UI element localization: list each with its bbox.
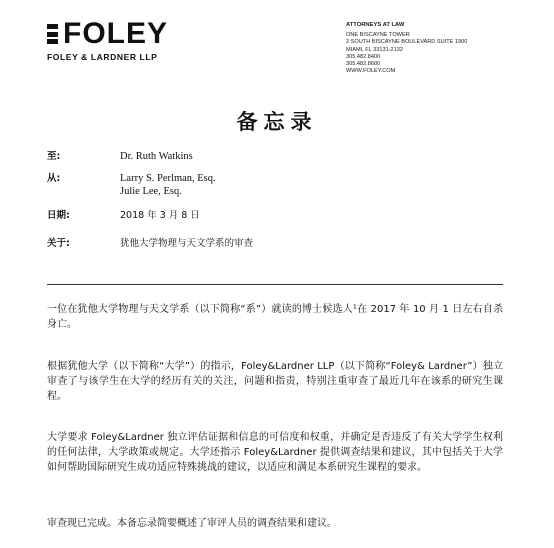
- firm-address-block: [346, 22, 467, 75]
- address-line: MIAMI, FL 33131-2132: [346, 46, 404, 53]
- body-paragraph: 一位在犹他大学物理与天文学系（以下简称“系”）就读的博士候选人¹在 2017 年 10 月 1 日左右自杀身亡。: [47, 304, 503, 330]
- memo-title: 备忘录: [236, 110, 318, 134]
- foley-logo: [47, 17, 169, 62]
- address-line: ONE BISCAYNE TOWER: [346, 32, 410, 39]
- subject-label: 关于:: [47, 238, 70, 249]
- date-label: 日期:: [47, 210, 70, 221]
- date-value: 2018 年 3 月 8 日: [120, 210, 200, 221]
- header-divider: [47, 284, 503, 285]
- address-fax: 305.482.8600: [346, 61, 381, 68]
- from-value-1: Larry S. Perlman, Esq.: [120, 173, 216, 184]
- to-value: Dr. Ruth Watkins: [120, 151, 193, 162]
- body-paragraph: 审查现已完成。本备忘录简要概述了审评人员的调查结果和建议。: [47, 518, 337, 529]
- to-label: 至:: [47, 151, 61, 162]
- body-paragraph: 大学要求 Foley&Lardner 独立评估证据和信息的可信度和权重，并确定是否违反了有关大学学生权利的任何法律，大学政策或规定。大学还指示 Foley&Lardner 提供调查结果和建议，其中包括关于大学如何帮助国际研究生成功适应特殊挑战的建议，以适应和满足本系研究生课程的要求。: [47, 432, 503, 473]
- logo-firm-name: FOLEY & LARDNER LLP: [47, 52, 158, 62]
- logo-bars-icon: [47, 24, 58, 44]
- address-phone: 305.482.8400: [346, 53, 381, 60]
- address-line: 2 SOUTH BISCAYNE BOULEVARD SUITE 1900: [346, 39, 468, 46]
- from-label: 从:: [47, 173, 61, 184]
- address-line: ATTORNEYS AT LAW: [346, 22, 405, 28]
- subject-value: 犹他大学物理与天文学系的审查: [120, 238, 254, 249]
- logo-mark: [47, 17, 169, 50]
- from-value-2: Julie Lee, Esq.: [120, 186, 182, 197]
- address-website: WWW.FOLEY.COM: [346, 68, 396, 75]
- body-paragraph: 根据犹他大学（以下简称“大学”）的指示，Foley&Lardner LLP（以下简称“Foley& Lardner”）独立审查了与该学生在大学的经历有关的关注，问题和指责，特别注重审查了最近几年在该系的研究生课程。: [47, 361, 503, 402]
- logo-wordmark: FOLEY: [63, 17, 169, 50]
